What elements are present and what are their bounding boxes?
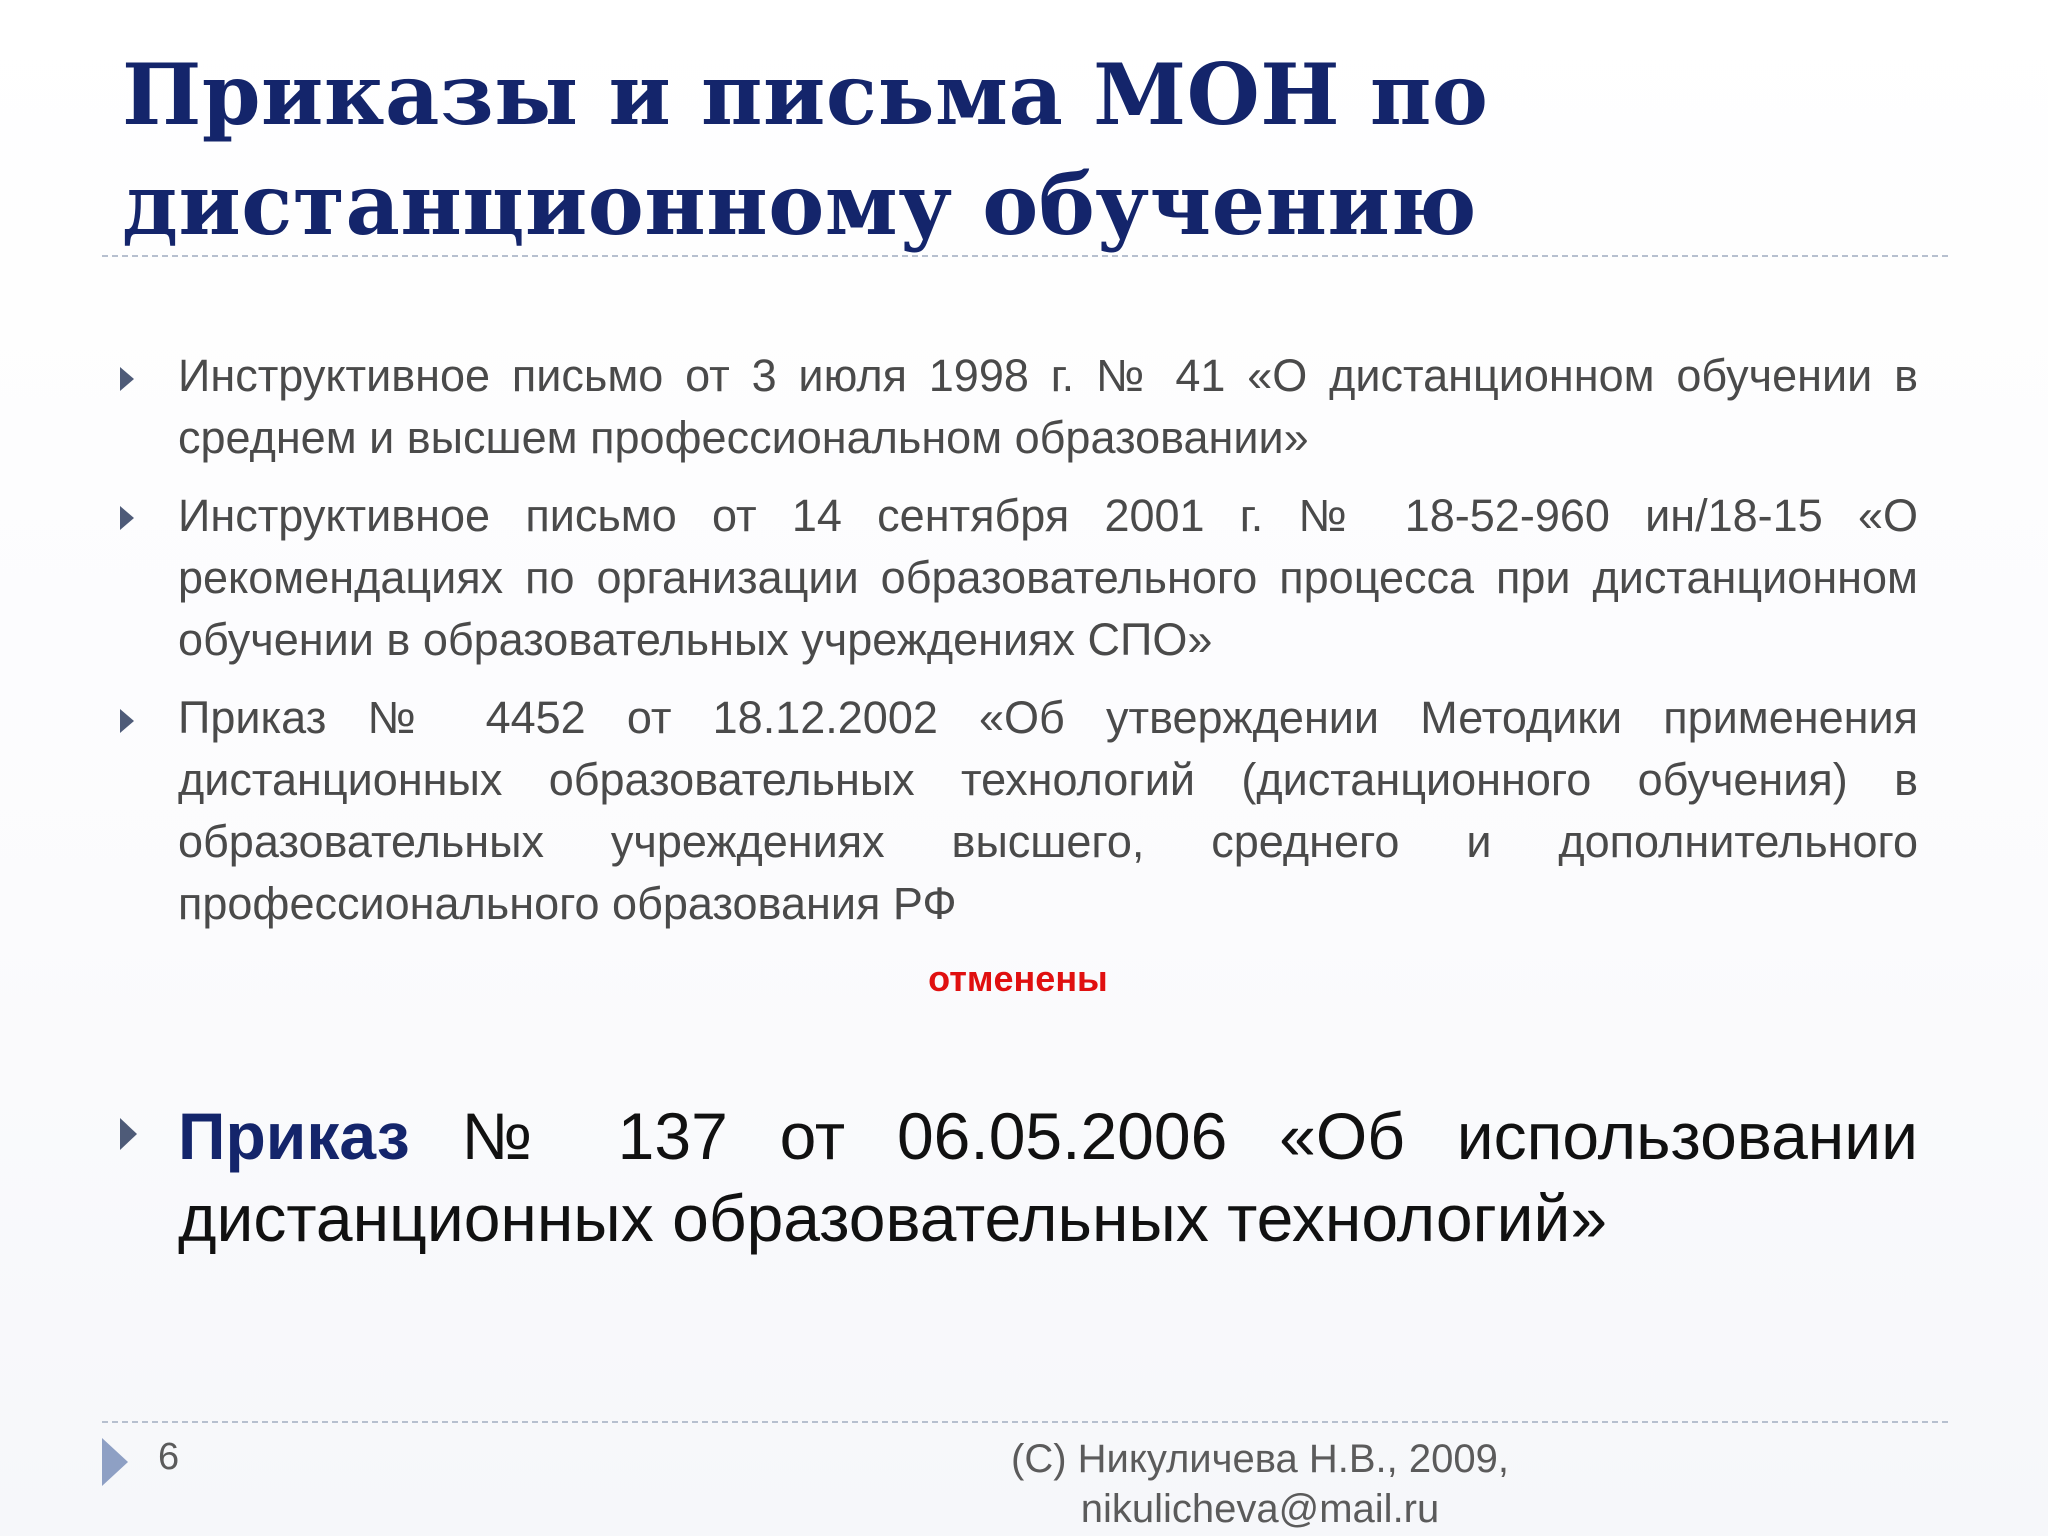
- list-item: Приказ № 4452 от 18.12.2002 «Об утверждении Методики применения дистанционных образовательных технологий (дистанционного обучения) в образовательных учреждениях высшего, среднего и дополнительного профессионального образования РФ: [178, 692, 1918, 929]
- play-arrow-icon: [102, 1438, 128, 1486]
- slide-title: Приказы и письма МОН по дистанционному обучению: [122, 45, 1489, 254]
- page-number: 6: [158, 1436, 180, 1478]
- main-item-text: № 137 от 06.05.2006 «Об использовании дистанционных образовательных технологий»: [178, 1099, 1918, 1255]
- list-item: Инструктивное письмо от 14 сентября 2001 г. № 18-52-960 ин/18-15 «О рекомендациях по организации образовательного процесса при дистанционном обучении в образовательных учреждениях СПО»: [178, 490, 1918, 665]
- list-item: Инструктивное письмо от 3 июля 1998 г. № 41 «О дистанционном обучении в среднем и высшем профессиональном образовании»: [178, 350, 1918, 463]
- footer-divider: [102, 1421, 1948, 1423]
- bullet-arrow-icon: [120, 367, 134, 391]
- status-label: отменены: [928, 958, 1108, 999]
- author-email: nikulicheva@mail.ru: [1080, 1487, 1440, 1531]
- author-line: (С) Никуличева Н.В., 2009,: [1011, 1437, 1509, 1481]
- title-divider: [102, 255, 1948, 257]
- main-list-item: [178, 1095, 1918, 1259]
- footer-credits: [880, 1434, 1640, 1534]
- bullet-arrow-icon: [120, 1118, 137, 1150]
- main-item-strong: Приказ: [178, 1099, 410, 1173]
- bullet-arrow-icon: [120, 506, 134, 530]
- bullet-arrow-icon: [120, 709, 134, 733]
